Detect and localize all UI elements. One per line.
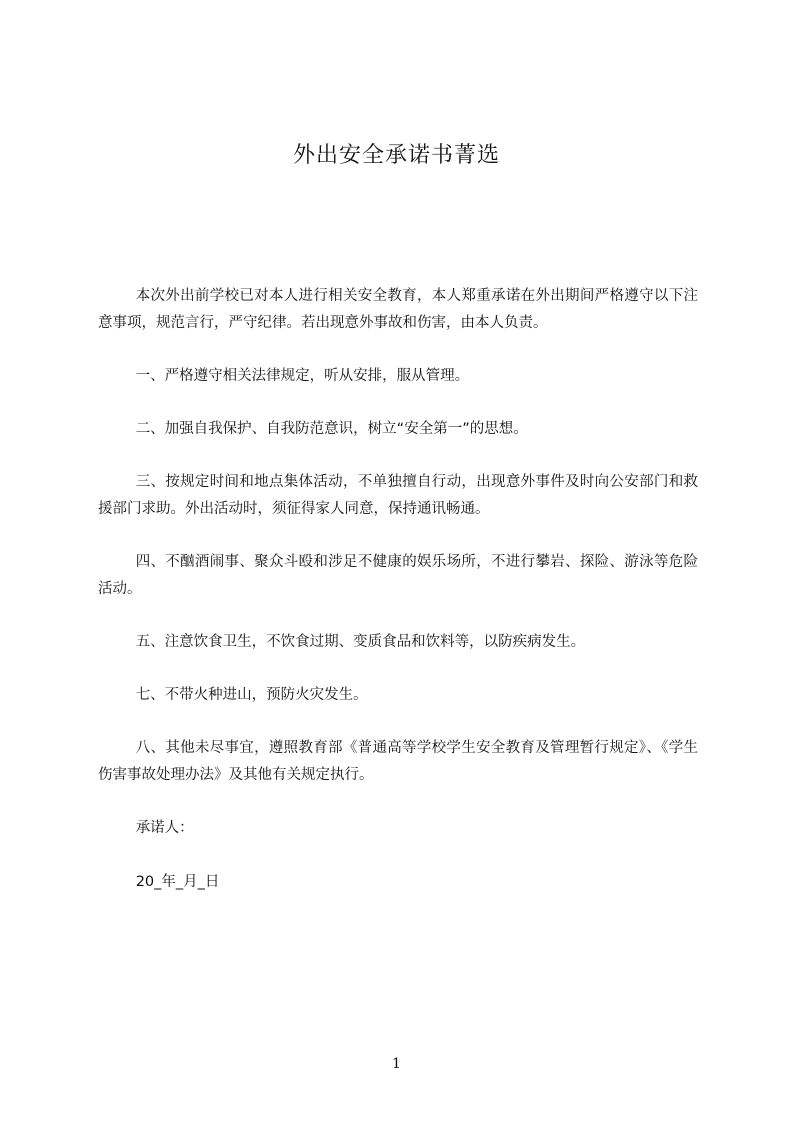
rule-item-7: 七、不带火种进山，预防火灾发生。 — [135, 687, 368, 703]
intro-paragraph: 本次外出前学校已对本人进行相关安全教育，本人郑重承诺在外出期间严格遵守以下注意事项，规范言行，严守纪律。若出现意外事故和伤害，由本人负责。 — [98, 288, 698, 331]
document-title: 外出安全承诺书菁选 — [292, 143, 500, 168]
rule-item-3: 三、按规定时间和地点集体活动，不单独擅自行动，出现意外事件及时向公安部门和救援部门求助。外出活动时，须征得家人同意，保持通讯畅通。 — [98, 474, 698, 517]
date-line: 20_年_月_日 — [135, 874, 220, 890]
rule-item-5: 五、注意饮食卫生，不饮食过期、变质食品和饮料等，以防疾病发生。 — [135, 634, 586, 650]
rule-item-2: 二、加强自我保护、自我防范意识，树立“安全第一”的思想。 — [135, 421, 528, 437]
document-body — [98, 283, 698, 922]
rule-item-4: 四、不酗酒闹事、聚众斗殴和涉足不健康的娱乐场所，不进行攀岩、探险、游泳等危险活动。 — [98, 554, 698, 597]
rule-item-8: 八、其他未尽事宜，遵照教育部《普通高等学校学生安全教育及管理暂行规定》、《学生伤害事故处理办法》及其他有关规定执行。 — [98, 740, 698, 783]
rule-item-1: 一、严格遵守相关法律规定，听从安排，服从管理。 — [135, 368, 470, 384]
signatory-label: 承诺人： — [135, 820, 194, 836]
page-number: 1 — [392, 1056, 401, 1072]
